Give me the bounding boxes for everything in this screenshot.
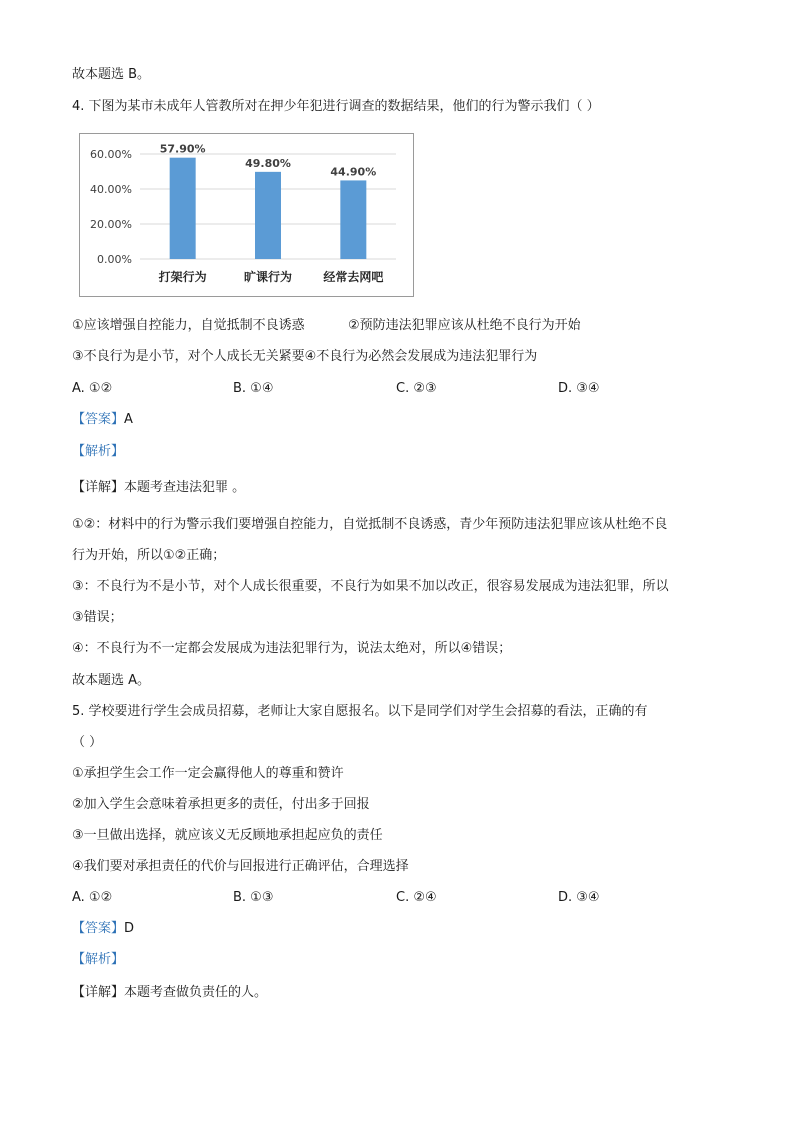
statement-2: ②预防违法犯罪应该从杜绝不良行为开始 [348,318,581,333]
y-tick-label: 20.00% [90,218,132,231]
bar [255,172,281,259]
question-4-stem: 4. 下图为某市未成年人管教所对在押少年犯进行调查的数据结果，他们的行为警示我们（ ） [72,99,600,114]
category-label: 经常去网吧 [323,270,384,284]
q5-option-c: C. ②④ [396,890,437,905]
q5-detail [72,984,267,1002]
bar [170,158,196,259]
q4-explanation-1a: ①②：材料中的行为警示我们要增强自控能力，自觉抵制不良诱惑，青少年预防违法犯罪应该从杜绝不良 [72,517,668,532]
q4-explanation-2a: ③：不良行为不是小节，对个人成长很重要，不良行为如果不加以改正，很容易发展成为违法犯罪，所以 [72,579,669,594]
q5-analysis-tag: 【解析】 [72,952,125,967]
q5-statement-4: ④我们要对承担责任的代价与回报进行正确评估，合理选择 [72,859,409,874]
detail-tag: 【详解】 [72,480,125,495]
category-label: 旷课行为 [243,270,293,284]
q4-detail [72,479,245,497]
q4-option-b: B. ①④ [233,381,274,396]
q4-option-a: A. ①② [72,381,113,396]
q5-answer [72,920,134,938]
q4-conclusion: 故本题选 A。 [72,673,151,688]
q4-answer [72,411,133,429]
q5-option-a: A. ①② [72,890,113,905]
q4-option-d: D. ③④ [558,381,600,396]
q5-statement-2: ②加入学生会意味着承担更多的责任，付出多于回报 [72,797,370,812]
answer-value: D [124,921,135,936]
y-tick-label: 0.00% [97,253,132,266]
y-tick-label: 60.00% [90,148,132,161]
q4-analysis-tag: 【解析】 [72,444,125,459]
bar-chart-svg [80,134,413,296]
question-5-bracket: （ ） [72,735,103,750]
answer-tag: 【答案】 [72,921,125,936]
q5-option-b: B. ①③ [233,890,274,905]
answer-tag: 【答案】 [72,412,125,427]
q4-explanation-3: ④：不良行为不一定都会发展成为违法犯罪行为，说法太绝对，所以④错误； [72,641,512,656]
question-5-stem: 5. 学校要进行学生会成员招募，老师让大家自愿报名。以下是同学们对学生会招募的看法，正确的有 [72,704,648,719]
y-tick-label: 40.00% [90,183,132,196]
answer-value: A [124,412,133,427]
data-label: 44.90% [330,165,377,179]
q4-explanation-2b: ③错误； [72,610,123,625]
detail-tag: 【详解】 [72,985,125,1000]
statement-1: ①应该增强自控能力，自觉抵制不良诱惑 [72,318,305,333]
q4-explanation-1b: 行为开始，所以①②正确； [72,548,226,563]
data-label: 49.80% [245,156,291,170]
detail-text: 本题考查违法犯罪 。 [124,480,246,495]
previous-answer-conclusion: 故本题选 B。 [72,67,151,82]
q4-option-c: C. ②③ [396,381,437,396]
bar-chart [79,133,414,297]
q5-option-d: D. ③④ [558,890,600,905]
category-label: 打架行为 [158,270,207,284]
q5-statement-1: ①承担学生会工作一定会赢得他人的尊重和赞许 [72,766,344,781]
detail-text: 本题考查做负责任的人。 [124,985,268,1000]
bar [340,180,366,259]
statements-3-4: ③不良行为是小节，对个人成长无关紧要④不良行为必然会发展成为违法犯罪行为 [72,349,538,364]
q5-statement-3: ③一旦做出选择，就应该义无反顾地承担起应负的责任 [72,828,383,843]
data-label: 57.90% [159,142,206,156]
